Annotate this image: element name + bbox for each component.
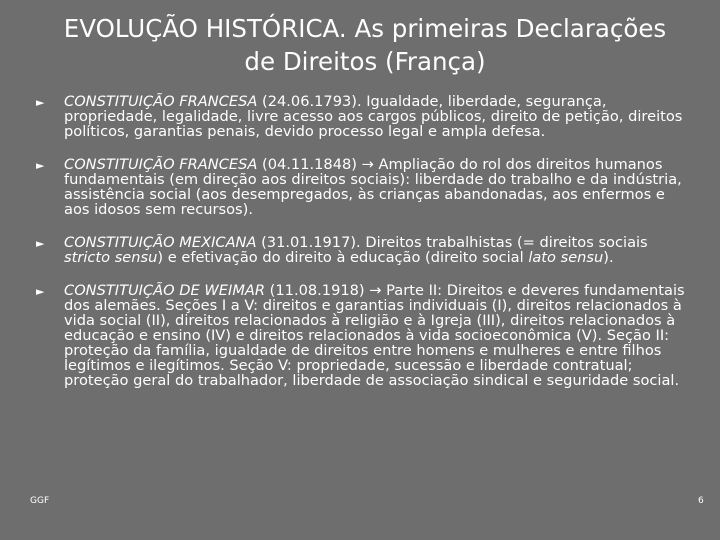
bullet-text: ) e efetivação do direito à educação (direito social [157, 249, 529, 266]
bullet-arrow-icon: ► [36, 96, 45, 109]
slide-title [40, 12, 690, 78]
bullet-item [36, 157, 686, 217]
bullet-arrow-icon: ► [36, 285, 45, 298]
footer-author: GGF [30, 496, 50, 506]
bullet-italic-term: lato sensu [528, 249, 604, 266]
title-line-1: EVOLUÇÃO HISTÓRICA. As primeiras Declarações [63, 14, 667, 43]
bullet-italic-term: stricto sensu [64, 249, 158, 266]
bullet-text: ). [603, 249, 614, 266]
bullet-heading: CONSTITUIÇÃO FRANCESA [64, 93, 258, 110]
bullet-heading: CONSTITUIÇÃO DE WEIMAR [64, 282, 266, 299]
bullet-text: (11.08.1918) → Parte II: Direitos e deveres fundamentais dos alemães. Seções I a V: direitos e garantias individuais (I), direitos relacionados à vida social (II), direitos relacionados à religião e à Igreja (III), direitos relacionados à educação e ensino (IV) e direitos relacionados à vida socioeconômica (V). Seção II: proteção da família, igualdade de direitos entre homens e mulheres e entre filhos legítimos e ilegítimos. Seção V: propriedade, sucessão e liberdade contratual; proteção geral do trabalhador, liberdade de associação sindical e seguridade social. [64, 282, 685, 389]
bullet-arrow-icon: ► [36, 159, 45, 172]
bullet-heading: CONSTITUIÇÃO MEXICANA [64, 234, 257, 251]
bullet-item [36, 235, 686, 265]
bullet-text: (31.01.1917). Direitos trabalhistas (= direitos sociais [256, 234, 648, 251]
bullet-text: (24.06.1793). Igualdade, liberdade, segurança, propriedade, legalidade, livre acesso aos cargos públicos, direito de petição, direitos políticos, garantias penais, devido processo legal e ampla defesa. [64, 93, 683, 140]
bullet-list [36, 94, 686, 388]
page-number: 6 [698, 496, 704, 506]
bullet-text: (04.11.1848) → Ampliação do rol dos direitos humanos fundamentais (em direção aos direitos sociais): liberdade do trabalho e da indústria, assistência social (aos desempregados, às crianças abandonadas, aos enfermos e aos idosos sem recursos). [64, 156, 682, 218]
title-line-2: de Direitos (França) [244, 47, 486, 76]
bullet-heading: CONSTITUIÇÃO FRANCESA [64, 156, 258, 173]
bullet-item [36, 283, 686, 388]
bullet-arrow-icon: ► [36, 237, 45, 250]
bullet-item [36, 94, 686, 139]
